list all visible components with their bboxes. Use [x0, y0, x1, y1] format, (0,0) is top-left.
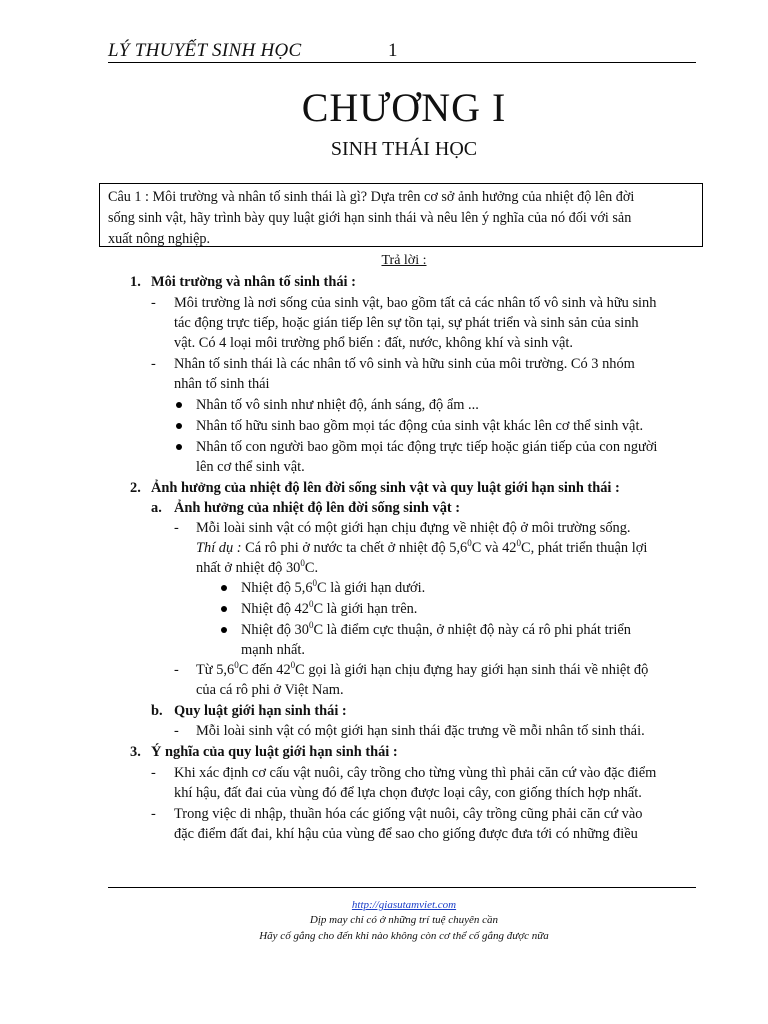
section-heading: Môi trường và nhân tố sinh thái :: [151, 274, 356, 290]
bullet-item: Nhân tố hữu sinh bao gồm mọi tác động của sinh vật khác lên cơ thể sinh vật.: [196, 418, 644, 434]
paragraph-line: Mỗi loài sinh vật có một giới hạn sinh thái đặc trưng về mỗi nhân tố sinh thái.: [196, 723, 645, 739]
subsection-label: a.: [151, 500, 162, 516]
page-number: 1: [388, 40, 398, 61]
bullet-item: mạnh nhất.: [241, 642, 305, 658]
chapter-subtitle: SINH THÁI HỌC: [330, 138, 478, 160]
page-header: [108, 40, 696, 63]
dash-marker: -: [174, 520, 179, 536]
bullet-item: Nhiệt độ $42^0C$ là giới hạn trên.: [241, 599, 418, 617]
footer-motto: Hãy cố gắng cho đến khi nào không còn cơ thể cố gắng được nữa: [259, 930, 549, 942]
bullet-icon: [221, 606, 227, 612]
example-label: Thí dụ :: [196, 540, 242, 556]
subsection-heading: Ảnh hưởng của nhiệt độ lên đời sống sinh vật :: [174, 500, 461, 516]
bullet-item: Nhiệt độ $30^0C$ là điểm cực thuận, ở nhiệt độ này cá rô phi phát triển: [241, 620, 631, 638]
dash-marker: -: [174, 662, 179, 678]
paragraph-line: Nhân tố sinh thái là các nhân tố vô sinh và hữu sinh của môi trường. Có 3 nhóm: [174, 356, 635, 372]
paragraph-line: Từ $5,6^0C$ đến $42^0C$ gọi là giới hạn chịu đựng hay giới hạn sinh thái về nhiệt độ: [196, 660, 649, 678]
paragraph-line: Khi xác định cơ cấu vật nuôi, cây trồng cho từng vùng thì phải căn cứ vào đặc điểm: [174, 765, 657, 781]
answer-label: Trả lời :: [381, 253, 427, 268]
subsection-label: b.: [151, 703, 163, 719]
section-number: 2.: [130, 480, 141, 496]
bullet-icon: [221, 627, 227, 633]
paragraph-line: của cá rô phi ở Việt Nam.: [196, 682, 344, 698]
paragraph-line: Mỗi loài sinh vật có một giới hạn chịu đựng về nhiệt độ ở môi trường sống.: [196, 520, 631, 536]
paragraph-line: khí hậu, đất đai của vùng đó để lựa chọn được loại cây, con giống thích hợp nhất.: [174, 785, 642, 801]
bullet-item: Nhân tố vô sinh như nhiệt độ, ánh sáng, độ ẩm ...: [196, 397, 479, 413]
bullet-item: lên cơ thể sinh vật.: [196, 459, 305, 475]
bullet-icon: [176, 444, 182, 450]
dash-marker: -: [151, 356, 156, 372]
dash-marker: -: [151, 295, 156, 311]
section-heading: Ảnh hưởng của nhiệt độ lên đời sống sinh vật và quy luật giới hạn sinh thái :: [151, 480, 620, 496]
chapter-title: CHƯƠNG I: [301, 85, 507, 130]
subsection-heading: Quy luật giới hạn sinh thái :: [174, 703, 347, 719]
question-line: sống sinh vật, hãy trình bày quy luật giới hạn sinh thái và nêu lên ý nghĩa của nó đối với sản: [108, 210, 632, 226]
bullet-item: Nhân tố con người bao gồm mọi tác động trực tiếp hoặc gián tiếp của con người: [196, 439, 658, 455]
dash-marker: -: [174, 723, 179, 739]
footer-divider: [108, 887, 696, 888]
bullet-icon: [176, 423, 182, 429]
dash-marker: -: [151, 806, 156, 822]
footer-link[interactable]: http://giasutamviet.com: [351, 899, 457, 911]
example-line: nhất ở nhiệt độ $30^0C$.: [196, 558, 319, 576]
question-box: [99, 183, 703, 247]
bullet-icon: [221, 585, 227, 591]
paragraph-line: tác động trực tiếp, hoặc gián tiếp lên sự tồn tại, sự phát triển và sinh sản của sinh: [174, 315, 639, 331]
paragraph-line: Môi trường là nơi sống của sinh vật, bao gồm tất cả các nhân tố vô sinh và hữu sinh: [174, 295, 657, 311]
footer-motto: Dịp may chỉ có ở những trí tuệ chuyên cần: [309, 914, 499, 926]
section-heading: Ý nghĩa của quy luật giới hạn sinh thái :: [151, 744, 398, 760]
example-line: Thí dụ : Cá rô phi ở nước ta chết ở nhiệt độ $5,6^0C$ và $42^0C$, phát triển thuận lợi: [196, 538, 648, 556]
paragraph-line: đặc điểm đất đai, khí hậu của vùng để sao cho giống được đưa tới có những điều: [174, 826, 638, 842]
section-number: 1.: [130, 274, 141, 290]
bullet-item: Nhiệt độ $5,6^0C$ là giới hạn dưới.: [241, 578, 426, 596]
paragraph-line: Trong việc di nhập, thuần hóa các giống vật nuôi, cây trồng cũng phải căn cứ vào: [174, 806, 643, 822]
question-line: Câu 1 : Môi trường và nhân tố sinh thái là gì? Dựa trên cơ sở ảnh hưởng của nhiệt độ lên đời: [108, 189, 635, 205]
paragraph-line: nhân tố sinh thái: [174, 376, 270, 392]
bullet-icon: [176, 402, 182, 408]
question-line: xuất nông nghiệp.: [108, 231, 211, 247]
dash-marker: -: [151, 765, 156, 781]
section-number: 3.: [130, 744, 141, 760]
header-title: LÝ THUYẾT SINH HỌC: [108, 40, 302, 61]
paragraph-line: vật. Có 4 loại môi trường phổ biến : đất, nước, không khí và sinh vật.: [174, 335, 573, 351]
